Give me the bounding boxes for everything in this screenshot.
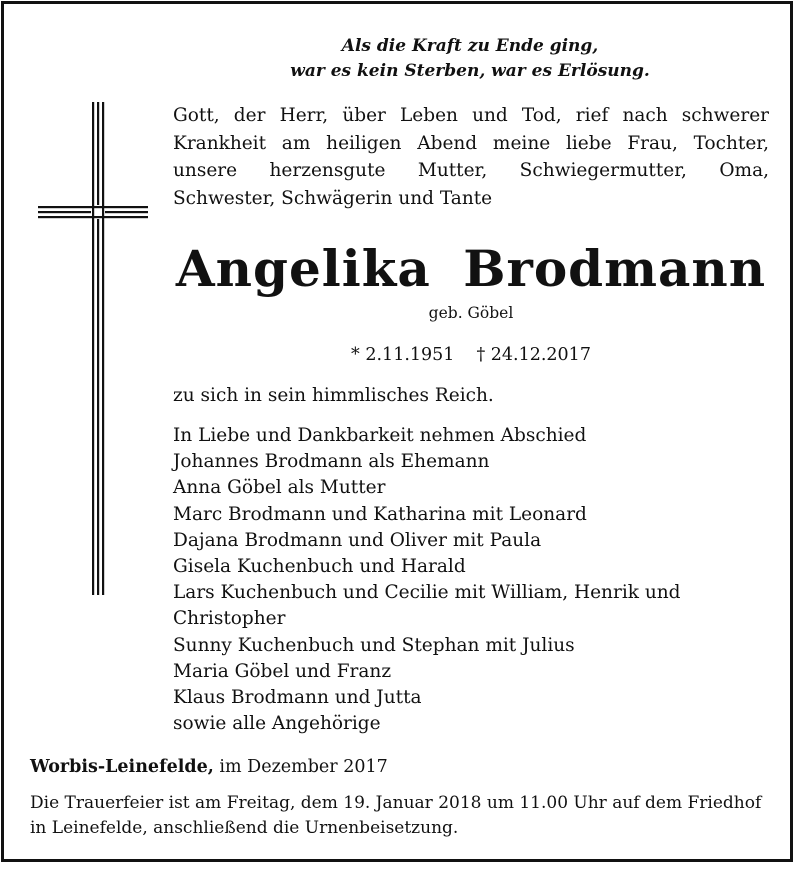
intro-text — [173, 102, 769, 212]
birth-date: * 2.11.1951 — [351, 345, 455, 365]
closing-phrase: zu sich in sein himmlisches Reich. — [173, 385, 494, 406]
cross-icon — [38, 102, 148, 595]
list-item: Johannes Brodmann als Ehemann — [173, 451, 490, 473]
list-item: Gisela Kuchenbuch und Harald — [173, 556, 466, 578]
list-item: Marc Brodmann und Katharina mit Leonard — [173, 503, 587, 525]
list-item: Christopher — [173, 608, 286, 630]
intro-line: Krankheit am heiligen Abend meine liebe Frau, Tochter, — [173, 132, 769, 154]
list-item: Maria Göbel und Franz — [173, 660, 392, 682]
motto — [200, 34, 740, 84]
motto-line-2: war es kein Sterben, war es Erlösung. — [290, 61, 650, 81]
funeral-line-2: in Leinefelde, anschließend die Urnenbeisetzung. — [30, 818, 459, 838]
place-date-text: im Dezember 2017 — [219, 757, 388, 777]
death-date: † 24.12.2017 — [476, 345, 591, 365]
list-item: Lars Kuchenbuch und Cecilie mit William, Henrik und — [173, 582, 681, 604]
intro-line: Gott, der Herr, über Leben und Tod, rief nach schwerer — [173, 105, 769, 126]
list-item: Anna Göbel als Mutter — [173, 477, 386, 499]
list-item: In Liebe und Dankbarkeit nehmen Abschied — [173, 425, 587, 446]
mourners-list — [173, 423, 733, 737]
funeral-line-1: Die Trauerfeier ist am Freitag, dem 19. Januar 2018 um 11.00 Uhr auf dem Friedhof — [30, 793, 762, 813]
funeral-info — [30, 791, 770, 841]
list-item: Sunny Kuchenbuch und Stephan mit Julius — [173, 634, 575, 656]
list-item: Dajana Brodmann und Oliver mit Paula — [173, 529, 542, 551]
intro-line: Schwester, Schwägerin und Tante — [173, 187, 493, 209]
place-date — [30, 754, 388, 780]
deceased-name: Angelika Brodmann — [175, 239, 767, 298]
life-dates — [173, 343, 769, 367]
birth-name: geb. Göbel — [428, 304, 514, 322]
intro-line: unsere herzensgute Mutter, Schwiegermutter, Oma, — [173, 160, 769, 181]
list-item: Klaus Brodmann und Jutta — [173, 687, 422, 709]
motto-line-1: Als die Kraft zu Ende ging, — [341, 36, 599, 56]
place-location: Worbis-Leinefelde, — [30, 757, 214, 777]
list-item: sowie alle Angehörige — [173, 713, 381, 735]
